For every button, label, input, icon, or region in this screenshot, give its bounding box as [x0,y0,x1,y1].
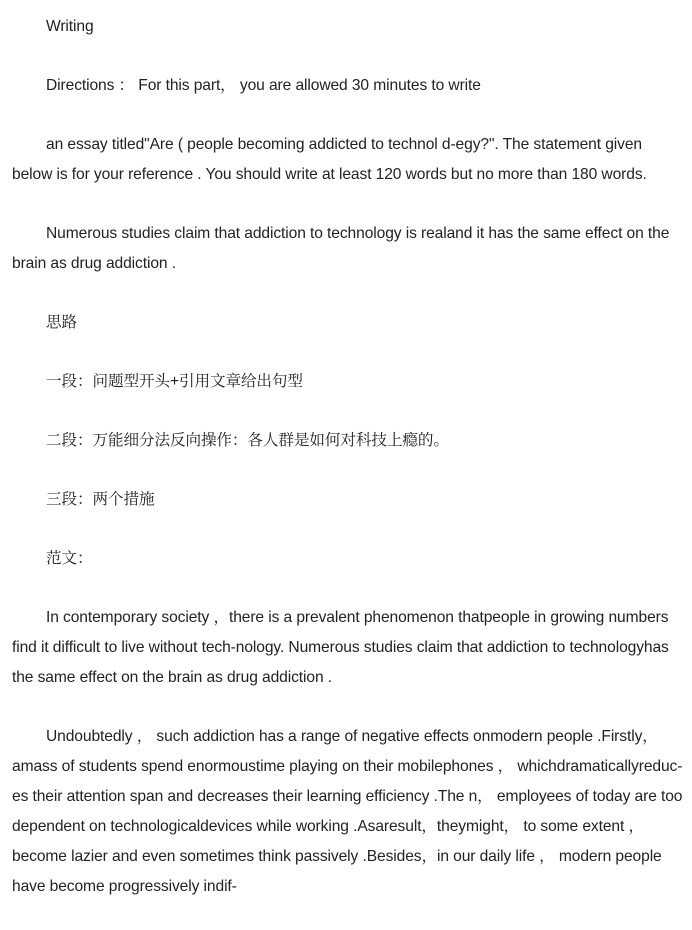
paragraph-spacer [12,515,684,544]
paragraph-spacer [12,456,684,485]
paragraph-spacer [12,574,684,603]
paragraph-spacer [12,101,684,130]
reference-statement-paragraph: Numerous studies claim that addiction to technology is realand it has the same effect on the brain as drug addiction . [12,225,670,272]
essay-paragraph-2: Undoubtedly ， such addiction has a range of negative effects onmodern people .Firstly，amass of students spend enormoustime playing on their mobilephones ， whichdramaticallyreduc-es their attention span and decreases their learning efficiency .The n， employees of today are too dependent on technologicaldevices while working .Asaresult，theymight， to some extent ，become lazier and even sometimes think passively .Besides，in our daily life ， modern people have become progressively indif- [12,728,683,895]
section-heading-writing: Writing [46,18,94,35]
outline-paragraph-2: 二段：万能细分法反向操作：各人群是如何对科技上瘾的。 [46,432,449,449]
essay-title-paragraph: an essay titled"Are ( people becoming addicted to technol d-egy?". The statement given below is for your reference . You should write at least 120 words but no more than 180 words. [12,136,647,183]
outline-paragraph-3: 三段：两个措施 [46,491,155,508]
paragraph-spacer [12,42,684,71]
thought-heading: 思路 [46,314,77,331]
essay-paragraph-1: In contemporary society ，there is a prevalent phenomenon thatpeople in growing numbers find it difficult to live without tech-nology. Numerous studies claim that addiction to technologyhas the same effect on the brain as drug addiction . [12,609,669,686]
outline-paragraph-1: 一段：问题型开头+引用文章给出句型 [46,373,303,390]
paragraph-spacer [12,190,684,219]
paragraph-spacer [12,279,684,308]
directions-paragraph: Directions ： For this part， you are allowed 30 minutes to write [46,77,481,94]
paragraph-spacer [12,693,684,722]
paragraph-spacer [12,397,684,426]
sample-essay-heading: 范文： [46,550,93,567]
document-body [12,0,684,902]
paragraph-spacer [12,338,684,367]
